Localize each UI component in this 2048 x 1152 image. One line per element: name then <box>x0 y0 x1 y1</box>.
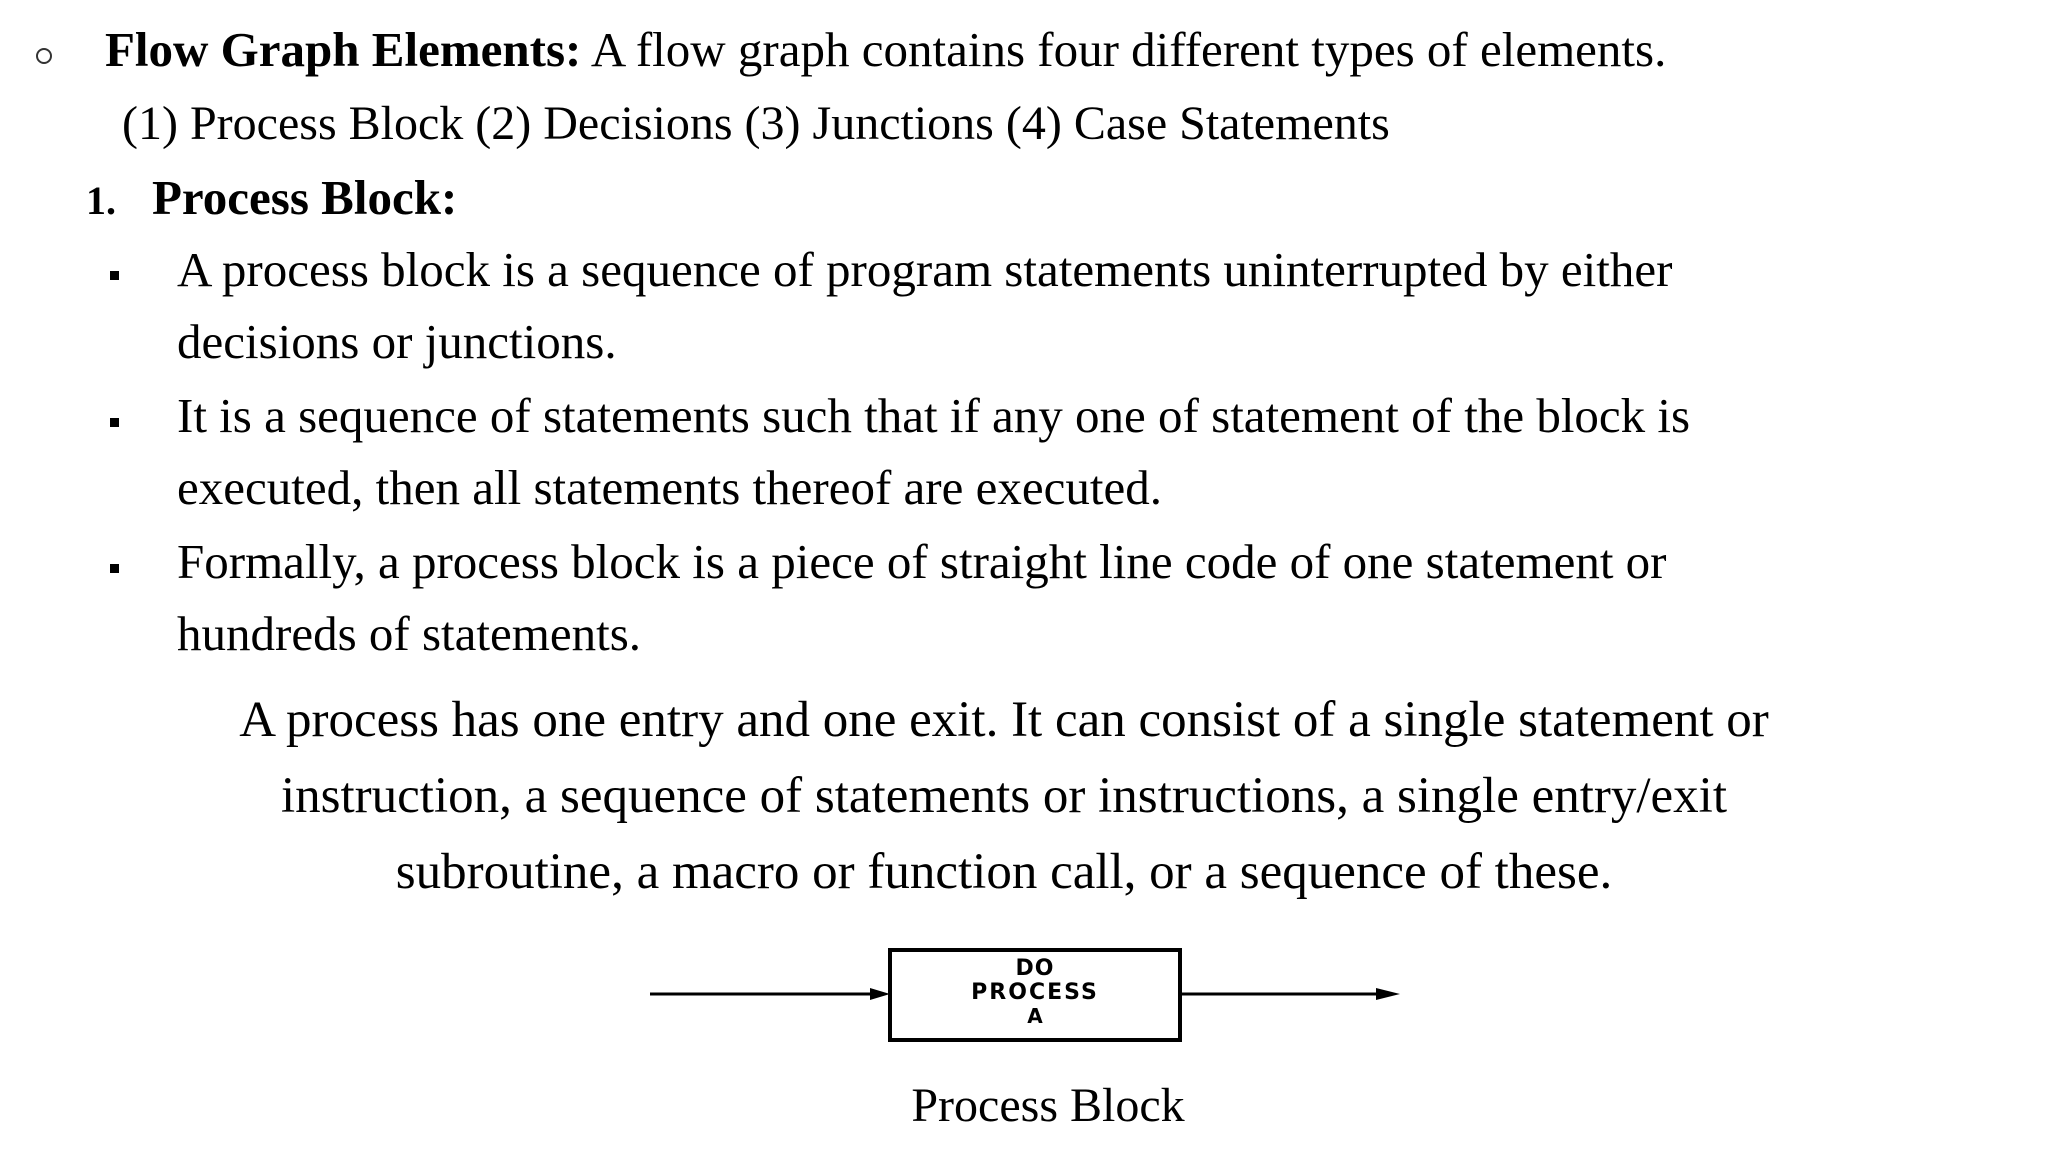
bullet-1-line-1: A process block is a sequence of program statements uninterrupted by either <box>177 242 1673 297</box>
square-bullet-icon <box>110 418 119 427</box>
box-label-line-1: DO <box>1015 956 1055 981</box>
box-label-line-2: PROCESS <box>971 980 1099 1005</box>
paragraph-line-1: A process has one entry and one exit. It can consist of a single statement or <box>239 692 1769 748</box>
bullet-2-line-2: executed, then all statements thereof are executed. <box>177 460 1162 515</box>
exit-arrow-head-icon <box>1376 988 1400 1000</box>
section-heading-line <box>105 18 1666 82</box>
paragraph-line-2: instruction, a sequence of statements or instructions, a single entry/exit <box>280 768 1728 824</box>
entry-arrow-head-icon <box>870 988 890 1000</box>
bullet-3-line-1: Formally, a process block is a piece of straight line code of one statement or <box>177 534 1667 589</box>
circle-bullet-icon <box>36 48 52 64</box>
subsection-heading <box>86 166 457 233</box>
bullet-1-line-2: decisions or junctions. <box>177 314 617 369</box>
process-block-diagram <box>640 940 1420 1060</box>
section-intro: A flow graph contains four different types of elements. <box>581 22 1667 77</box>
diagram-caption: Process Block <box>911 1079 1185 1132</box>
paragraph-line-3: subroutine, a macro or function call, or a sequence of these. <box>395 844 1613 900</box>
bullet-3-line-2: hundreds of statements. <box>177 606 642 661</box>
subsection-title: Process Block: <box>152 170 458 225</box>
subsection-number: 1. <box>86 178 116 223</box>
box-label-line-3: A <box>1027 1004 1043 1028</box>
element-types-line: (1) Process Block (2) Decisions (3) Junctions (4) Case Statements <box>122 97 1390 150</box>
section-title: Flow Graph Elements: <box>105 22 582 77</box>
bullet-2-line-1: It is a sequence of statements such that if any one of statement of the block is <box>177 388 1691 443</box>
square-bullet-icon <box>110 271 119 280</box>
square-bullet-icon <box>110 564 119 573</box>
